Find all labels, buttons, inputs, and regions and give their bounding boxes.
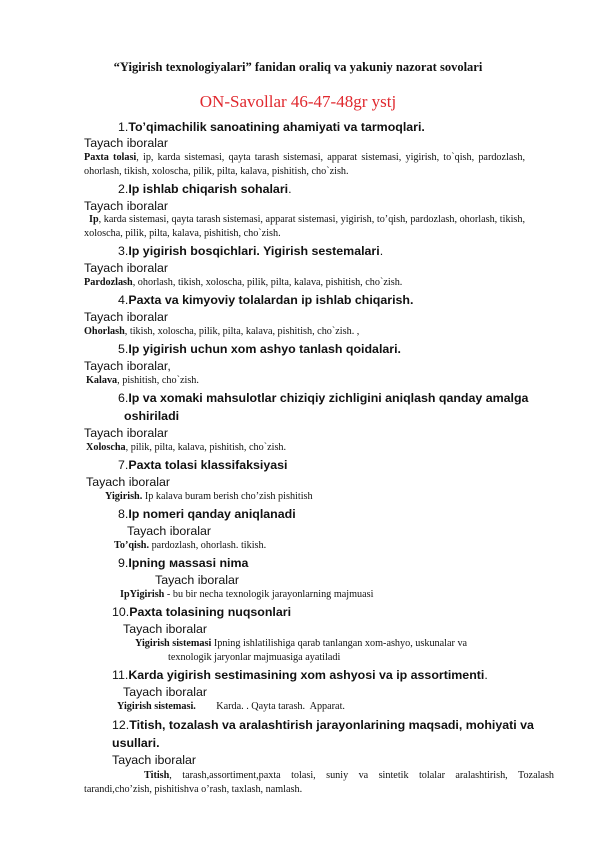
- question-7-answer: Yigirish. Ip kalava buram berish cho’zish pishitish: [105, 491, 313, 502]
- question-2-label: Tayach iboralar: [84, 199, 169, 213]
- question-9-label: Tayach iboralar: [155, 573, 240, 587]
- question-11-label: Tayach iboralar: [123, 685, 208, 699]
- question-3: 3.Ip yigirish bosqichlari. Yigirish sestemalari.: [118, 244, 384, 258]
- question-1-label: Tayach iboralar: [84, 136, 169, 150]
- question-6-label: Tayach iboralar: [84, 426, 169, 440]
- document-subtitle: ON-Savollar 46-47-48gr ystj: [199, 92, 397, 111]
- question-8: 8.Ip nomeri qanday aniqlanadi: [118, 507, 296, 521]
- question-1-answer: Paxta tolasi, ip, karda sistemasi, qayta tarash sistemasi, apparat sistemasi, yigirish, to`qish, pardozlash, ohorlash, tikish, xoloscha, pilik, pilta, kalava, pishitish, cho`zish.: [84, 152, 525, 177]
- question-8-label: Tayach iboralar: [127, 524, 212, 538]
- question-12-answer: Titish, tarash,assortiment,paxta tolasi, suniy va sintetik tolalar aralashtirish, Tozalash tarandi,cho’zish, pishitishva o’rash, taxlash, namlash.: [84, 770, 554, 795]
- question-2: 2.Ip ishlab chiqarish sohalari.: [118, 182, 292, 196]
- question-5-answer: Kalava, pishitish, cho`zish.: [86, 375, 199, 386]
- question-5: 5.Ip yigirish uchun xom ashyo tanlash qoidalari.: [118, 342, 401, 356]
- question-2-answer: Ip, karda sistemasi, qayta tarash sistemasi, apparat sistemasi, yigirish, to’qish, pardozlash, ohorlash, tikish, xoloscha, pilik, pilta, kalava, pishitish, cho`zish.: [84, 214, 525, 239]
- question-6-answer: Xoloscha, pilik, pilta, kalava, pishitish, cho`zish.: [86, 442, 287, 453]
- question-10-answer: Yigirish sistemasi Ipning ishlatilishiga qarab tanlangan xom-ashyo, uskunalar va: [135, 638, 468, 649]
- question-11: 11.Karda yigirish sestimasining xom ashyosi va ip assortimenti.: [112, 668, 488, 682]
- question-12-continuation: usullari.: [112, 736, 160, 750]
- question-3-answer: Pardozlash, ohorlash, tikish, xoloscha, pilik, pilta, kalava, pishitish, cho`zish.: [84, 277, 403, 288]
- question-12-label: Tayach iboralar: [112, 753, 197, 767]
- question-4-label: Tayach iboralar: [84, 310, 169, 324]
- question-6: 6.Ip va xomaki mahsulotlar chiziqiy zichligini aniqlash qanday amalga: [118, 391, 529, 405]
- document-title: “Yigirish texnologiyalari” fanidan oraliq va yakuniy nazorat sovolari: [113, 60, 483, 74]
- question-7-label: Tayach iboralar: [86, 475, 171, 489]
- question-4: 4.Paxta va kimyoviy tolalardan ip ishlab chiqarish.: [118, 293, 414, 307]
- question-7: 7.Paxta tolasi klassifaksiyasi: [118, 458, 288, 472]
- question-9: 9.Ipning мassasi nima: [118, 556, 249, 570]
- question-10-answer-line2: texnologik jaryonlar majmuasiga ayatiladi: [168, 652, 341, 663]
- question-1: 1.To’qimachilik sanoatining ahamiyati va tarmoqlari.: [118, 120, 425, 134]
- question-12: 12.Titish, tozalash va aralashtirish jarayonlarining maqsadi, mohiyati va: [112, 718, 534, 732]
- question-10-label: Tayach iboralar: [123, 622, 208, 636]
- question-4-answer: Ohorlash, tikish, xoloscha, pilik, pilta, kalava, pishitish, cho`zish. ,: [84, 326, 360, 337]
- question-11-answer: Yigirish sistemasi. Karda. . Qayta tarash. Apparat.: [117, 701, 345, 712]
- question-10: 10.Paxta tolasining nuqsonlari: [112, 605, 292, 619]
- question-8-answer: To’qish. pardozlash, ohorlash. tikish.: [114, 540, 267, 551]
- question-9-answer: IpYigirish - bu bir necha texnologik jarayonlarning majmuasi: [120, 589, 374, 600]
- question-3-label: Tayach iboralar: [84, 261, 169, 275]
- question-5-label: Tayach iboralar,: [84, 359, 171, 373]
- question-6-continuation: oshiriladi: [124, 409, 180, 423]
